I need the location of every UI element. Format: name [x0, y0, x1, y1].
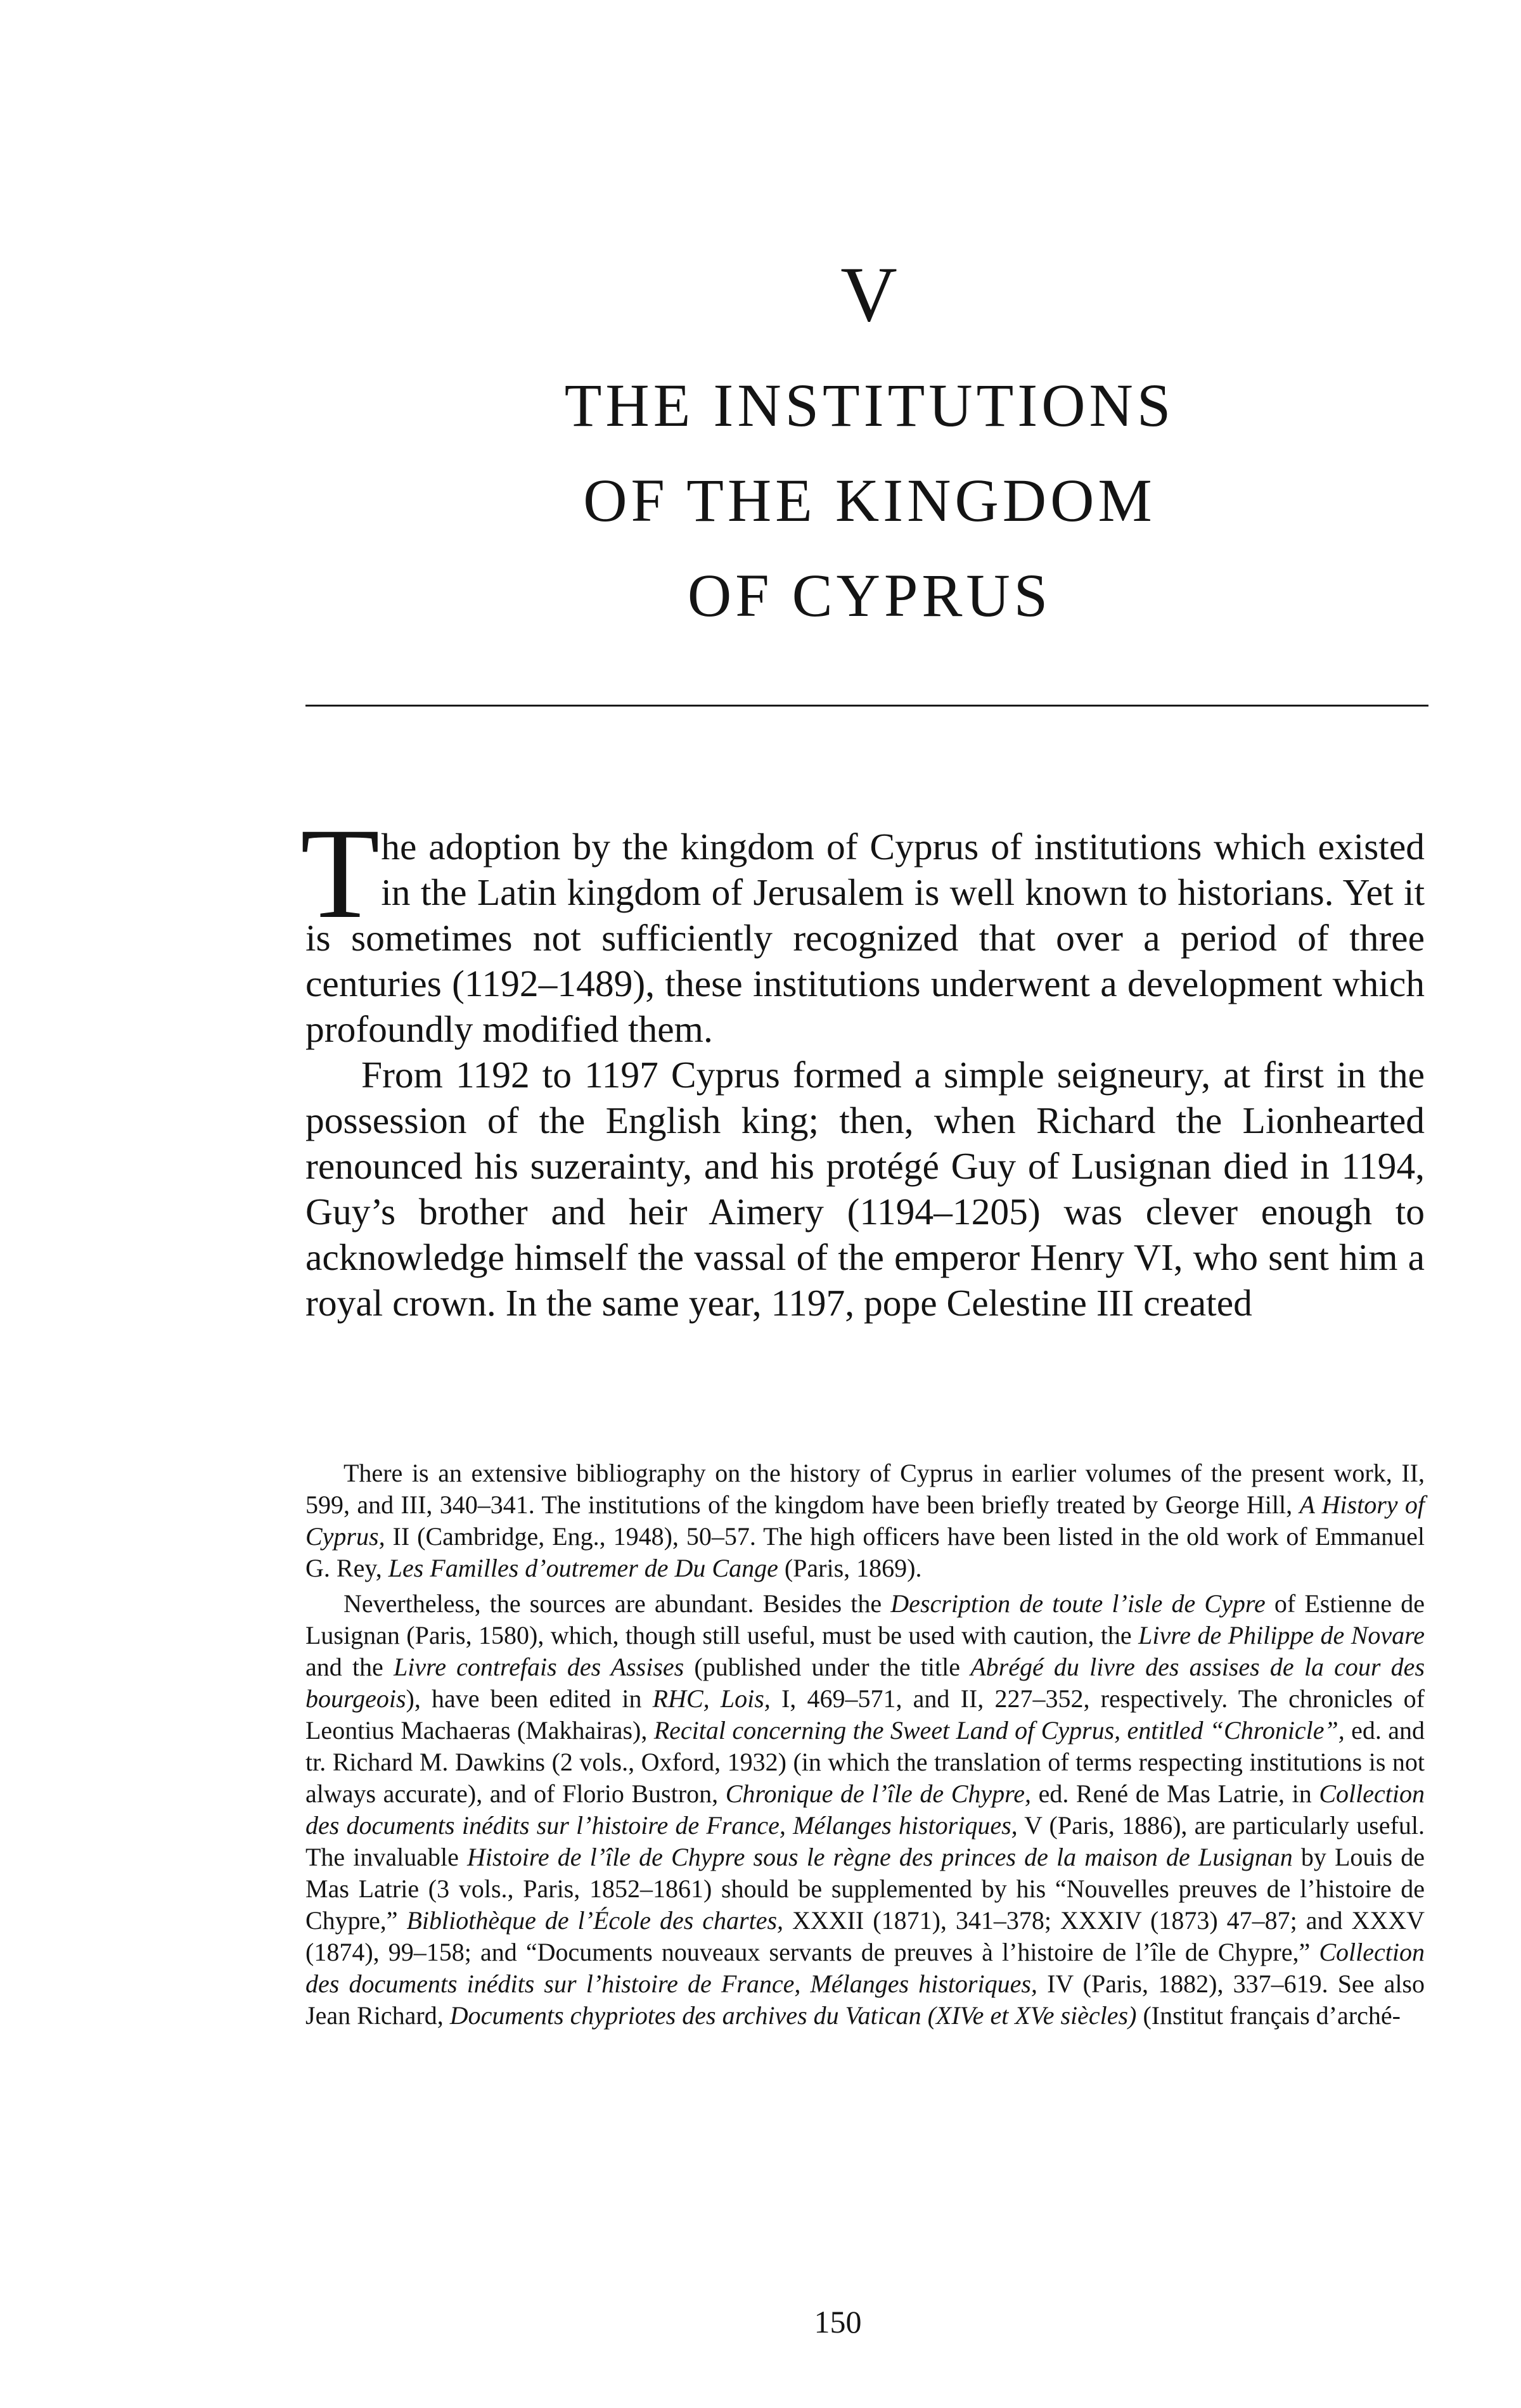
italic-title: Livre de Philippe de Novare [1138, 1621, 1425, 1649]
footnotes [305, 1457, 1425, 2032]
italic-title: Chronique de l’île de Chypre, [725, 1779, 1031, 1808]
footnote-text: I, 469–571, and II, 227–352, respectively. The chronicles of Leontius Machaeras (Makhairas), [305, 1684, 1425, 1745]
italic-title: RHC, Lois, [652, 1684, 771, 1713]
body-paragraph [300, 802, 1425, 1052]
footnote-text: II (Cambridge, Eng., 1948), 50–57. The high officers have been listed in the old work of Emmanuel G. Rey, [305, 1522, 1425, 1582]
italic-title: Histoire de l’île de Chypre sous le règne des princes de la maison de Lusignan [467, 1843, 1293, 1871]
body-paragraph-text: he adoption by the kingdom of Cyprus of institutions which existed in the Latin kingdom of Jerusalem is well known to historians. Yet it is sometimes not sufficiently recognized that over a period of three centuries (1192–1489), these institutions underwent a development which profoundly modified them. [305, 826, 1425, 1050]
footnote-text: ), have been edited in [406, 1684, 653, 1713]
drop-cap: T [300, 802, 380, 945]
chapter-title-line: THE INSTITUTIONS [564, 371, 1175, 439]
chapter-number: V [840, 251, 899, 338]
section-divider [305, 705, 1428, 707]
italic-title: Collection des documents inédits sur l’histoire de France, Mélanges historiques, [305, 1779, 1425, 1840]
footnote-text: by Louis de Mas Latrie (3 vols., Paris, 1852–1861) should be supplemented by his “Nouvelles preuves de l’histoire de Chypre,” [305, 1843, 1425, 1935]
footnote-text: (published under the title [684, 1653, 971, 1681]
footnote-text: ed. René de Mas Latrie, in [1030, 1779, 1319, 1808]
italic-title: Abrégé du livre des assises de la cour des bourgeois [305, 1653, 1425, 1713]
footnote-text: and the [305, 1653, 394, 1681]
italic-title: Recital concerning the Sweet Land of Cyprus, entitled “Chronicle”, [653, 1716, 1345, 1745]
footnote-text: Nevertheless, the sources are abundant. Besides the [343, 1589, 891, 1618]
footnote-text: There is an extensive bibliography on the history of Cyprus in earlier volumes of the present work, II, 599, and III, 340–341. The institutions of the kingdom have been briefly treated by George Hill, [305, 1459, 1425, 1519]
chapter-title-line: OF CYPRUS [687, 561, 1052, 629]
footnote-paragraph [305, 1588, 1425, 2032]
italic-title: Documents chypriotes des archives du Vatican (XIVe et XVe siècles) [449, 2001, 1137, 2030]
chapter-title-line: OF THE KINGDOM [583, 466, 1156, 534]
page-number: 150 [814, 2304, 862, 2340]
footnote-text: (Institut français d’arché- [1136, 2001, 1401, 2030]
main-text [300, 802, 1425, 1326]
footnote-text: V (Paris, 1886), are particularly useful. The invaluable [305, 1811, 1425, 1871]
italic-title: A History of Cyprus, [305, 1490, 1425, 1551]
italic-title: Bibliothèque de l’École des chartes, [406, 1906, 784, 1935]
italic-title: Les Familles d’outremer de Du Cange [388, 1554, 778, 1582]
body-paragraph: From 1192 to 1197 Cyprus formed a simple seigneury, at first in the possession of the English king; then, when Richard the Lionhearted renounced his suzerainty, and his protégé Guy of Lusignan died in 1194, Guy’s brother and heir Aimery (1194–1205) was clever enough to acknowledge himself the vassal of the emperor Henry VI, who sent him a royal crown. In the same year, 1197, pope Celestine III created [305, 1054, 1425, 1324]
footnote-text: (Paris, 1869). [778, 1554, 922, 1582]
italic-title: Livre contrefais des Assises [394, 1653, 684, 1681]
footnote-text: ed. and tr. Richard M. Dawkins (2 vols., Oxford, 1932) (in which the translation of terms respecting institutions is not always accurate), and of Florio Bustron, [305, 1716, 1425, 1808]
italic-title: Collection des documents inédits sur l’histoire de France, Mélanges historiques, [305, 1938, 1425, 1998]
footnote-text: of Estienne de Lusignan (Paris, 1580), which, though still useful, must be used with caution, the [305, 1589, 1425, 1649]
italic-title: Description de toute l’isle de Cypre [890, 1589, 1266, 1618]
footnote-text: IV (Paris, 1882), 337–619. See also Jean Richard, [305, 1969, 1425, 2030]
footnote-paragraph [305, 1457, 1425, 1584]
footnote-text: XXXII (1871), 341–378; XXXIV (1873) 47–87; and XXXV (1874), 99–158; and “Documents nouveaux servants de preuves à l’histoire de l’île de Chypre,” [305, 1906, 1425, 1966]
chapter-title [482, 358, 1257, 643]
